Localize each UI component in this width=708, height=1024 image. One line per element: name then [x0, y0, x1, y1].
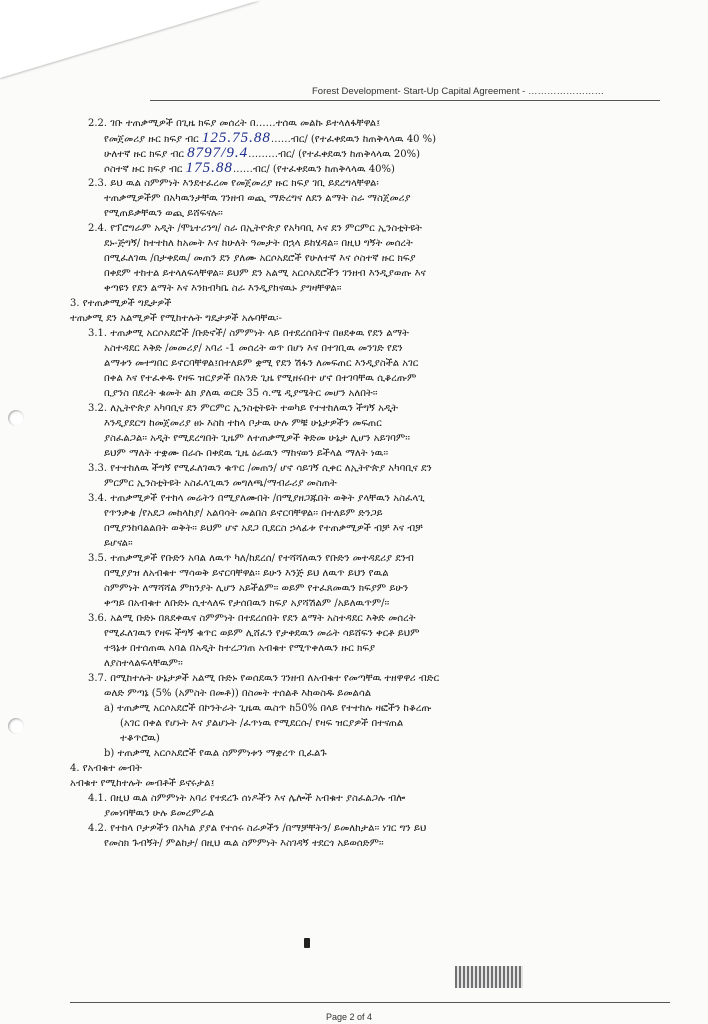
text-line: በሚፈለገዉ /በታቀደዉ/ መጠን ደን ያለሙ አርሶአደሮች የሁለተኛ እና ሶስተኛ ዙር ክፍያ	[104, 253, 416, 264]
list-item-a: a) ተጠቃሚ አርሶአደሮች በኮንትራት ጊዜዉ ዉስጥ ከ50% በላይ የተተከሉ ዛፎችን ከቆረጡ	[104, 703, 432, 714]
text-line: ተጠቃሚ ደን አልሚዎች የሚከተሉት ግዴታዎች አሉባቸዉ፡-	[70, 313, 282, 324]
header-rule	[150, 100, 660, 101]
text-line: 4.2. የተከላ ቦታዎችን በአካል ያያል የተሰሩ ስራዎችን /በማቻቸትን/ ይመለከታል፡፡ ነገር ግን ይህ	[88, 823, 427, 834]
text-line: ስምምነት ለማሻሻል ምክንያት ሊሆን አይችልም፡፡ ወይም የተፈጸመዉን ክፍያም ይሁን	[104, 583, 409, 594]
text-line: በሚያያዝ ለአብቁተ ማሳወቅ ይኖርባቸዋል፡፡ ይሁን እንጅ ይህ ለዉጥ ይህን የዉል	[104, 568, 389, 579]
text-line: ተቆጥሮዉ)	[120, 733, 160, 744]
text-line: ምርምር ኢንስቲትዩት አስፈላጊዉን መግለጫ/ማብራሪያ መስጠት	[104, 478, 337, 489]
text-line: ደኑ-ጅግኝ/ ከተተከለ ከአመት እና ከሁለት ዓመታት በኋላ ይከሄዳል፡፡ በዚህ ግኝት መሰረት	[104, 238, 413, 249]
text-line: በሚያንከባልልበት ወቅት፡፡ ይህም ሆኖ አደጋ ቢደርስ ኃላፊቱ የተጠቃሚዎች ብቻ እና ብቻ	[104, 523, 423, 534]
text-line: ቢያንስ በደረት ቁመት ልክ ያለዉ ወርድ 35 ሳ.ሜ ዲያሜትር መሆን አለበት፡፡	[104, 388, 378, 399]
handwritten-amount-1: 125.75.88	[201, 131, 271, 146]
text-line: 3.6. አልሚ ቡድኑ በጸደቀዉና ስምምነት በተደረሰበት የደን ልማት አስተዳደር እቅድ መሰረት	[88, 613, 416, 624]
text-line: እንዲያደርግ ከመጀመሪያ ፀኑ እስከ ተከላ ቦታዉ ሁሉ ምቹ ሁኔታዎችን መፍጠር	[104, 418, 382, 429]
text-line: 4.1. በዚህ ዉል ስምምነት አባሪ የተደረጉ ሰነዶችን እና ሌሎች አብቁተ ያስፈልጋሉ ብሎ	[88, 793, 406, 804]
text-line: 3.3. የተተከለዉ ችግኝ የሚፈለገዉን ቁጥር /መጠን/ ሆኖ ሳይገኝ ሲቀር ለኢትዮጵያ አካባቢና ደን	[88, 463, 432, 474]
amount-suffix: ……ብር/ (የተፈቀደዉን ከጠቅላላዉ 40%)	[232, 164, 395, 175]
amount-suffix: ……ብር/ (የተፈቀደዉን ከጠቅላላዉ 40 %)	[270, 134, 437, 145]
text-line: 2.2. ገቡ ተጠቃሚዎች በጊዜ ክፍያ መሰረት በ……ተሰዉ መልኩ ይተላለፋቸዋል፤	[88, 118, 381, 129]
barcode-stamp	[455, 966, 523, 988]
text-line: ተጓኔቱ በተሰጠዉ አባል በአዲት ከተረጋገጠ አብቁተ የሚጥቀለዉን ዙር ክፍያ	[104, 643, 376, 654]
text-line: የሚፈለገዉን የዛፍ ችግኝ ቁጥር ወይም ሊሸፈን የታቀደዉን መሬት ሳይሸፍን ቀርቶ ይህም	[104, 628, 420, 639]
text-line: 2.3. ይህ ዉል ስምምነት እንደተፈረመ የመጀመሪያ ዙር ክፍያ ገቢ ይደረግላቸዋል፡	[88, 178, 379, 189]
text-line: ቀጣዩን የደን ልማት እና እንክብካቤ ስራ እንዲያከናዉኑ ያግዛቸዋል፡፡	[104, 283, 342, 294]
list-item-b: b) ተጠቃሚ አርሶአደሮች የዉል ስምምነቱን ማቋረጥ ቢፈልጉ	[104, 748, 327, 759]
text-line: የሚጠይቃቸዉን ወጪ ይሸፍናሉ፡፡	[104, 208, 223, 219]
section-heading: 4. የአብቁተ መብት	[70, 763, 142, 774]
text-line: አብቁተ የሚከተሉት መብቶች ይኖሩታል፤	[70, 778, 215, 789]
text-line: የመጀመሪያ ዙር ክፍያ ብር	[104, 134, 199, 145]
text-line: ሁለተኛ ዙር ክፍያ ብር	[104, 149, 184, 160]
ink-mark	[304, 938, 310, 948]
text-line: 3.4. ተጠቃሚዎች የተከላ መሬትን በሚያለሙበት /በሚያዘጋጁበት ወቅት ያላቸዉን አስፈላጊ	[88, 493, 425, 504]
text-line: በቀል እና የተፈቀዱ የዛፍ ዝርያዎች በአንድ ጊዜ የሚዘሩበተ ሆኖ በተገባቸዉ ሲቆረጡም	[104, 373, 417, 384]
text-line: ተጠቃሚዎችም በአካዉንታቸዉ ገንዘብ ወጪ ማድረግና ለደን ልማት ስራ ማስጀመሪያ	[104, 193, 411, 204]
text-line: 3.2. ለኢትዮጵያ አካባቢና ደን ምርምር ኢንስቲትዩት ተወካይ የተተከለዉን ችግኝ አዲት	[88, 403, 399, 414]
folded-corner	[0, 0, 260, 78]
text-line: የጥንቃቄ /የአደጋ መከላከያ/ አልባሳት መልበስ ይኖርባቸዋል፡፡ በተለይም ድንጋይ	[104, 508, 383, 519]
text-line: 2.4. የፕሮግራም አዲት /ሞኒተሪንግ/ ስራ በኢትዮጵያ የአካባቢ እና ደን ምርምር ኢንስቲትዩት	[88, 223, 422, 234]
page-number: Page 2 of 4	[326, 1012, 373, 1022]
text-line: የመስክ ጉብኝት/ ምልከታ/ በዚህ ዉል ስምምነት እስገዳኝ ተደርጎ አይወሰድም፡፡	[104, 838, 384, 849]
punch-hole-bottom	[8, 718, 24, 734]
handwritten-amount-3: 175.88	[185, 161, 233, 176]
text-line: ለያስተላልፍላቸዉም፡፡	[104, 658, 183, 669]
text-line: (አገር በቀል የሆኑት እና ያልሆኑት /ፈጥነዉ የሚደርሱ/ የዛፍ ዝርያዎች በተናጠል	[120, 718, 404, 729]
amount-line-first	[70, 131, 682, 146]
text-line: ወለድ ምጣኔ (5% (አምስት በመቶ)) በስመት ተሰልቶ እከወስዱ ይመልሳል	[104, 688, 372, 699]
document-body	[70, 116, 682, 851]
text-line: ቀጣይ በአብቁተ ለቡድኑ ሲተላለፍ የታሰበዉን ክፍያ አያሻሽልም /አይለዉጥም/፡፡	[104, 598, 390, 609]
text-line: ይሆናል፡፡	[104, 538, 133, 549]
amount-line-third	[70, 161, 682, 176]
text-line: ይህም ማለት ተቋሙ በራሱ በቀደዉ ጊዜ ዕራዉን ማከናወን ይችላል ማለት ነዉ፡፡	[104, 448, 389, 459]
punch-hole-top	[8, 410, 24, 426]
section-heading: 3. የተጠቃሚዎች ግዴታዎች	[70, 298, 172, 309]
text-line: አስተዳደር እቅድ /መመሪያ/ አባሪ -1 መሰረት ወጥ በሆነ እና በተገቢዉ መንገድ የደን	[104, 343, 403, 354]
amount-suffix: ………ብር/ (የተፈቀደዉን ከጠቅላላዉ 20%)	[248, 149, 421, 160]
text-line: ሶስተኛ ዙር ክፍያ ብር	[104, 164, 183, 175]
text-line: በቀደም ተከተል ይተላለፍላቸዋል፡፡ ይህም ደን አልሚ አርሶአደሮችን ገንዘብ እንዲያወጡ እና	[104, 268, 426, 279]
handwritten-amount-2: 8797/9.4	[187, 146, 249, 161]
text-line: 3.5. ተጠቃሚዎች የቡድን አባል ለዉጥ ካለ/ከደረሰ/ የተሻሻለዉን የቡድን መተዳደሪያ ደንብ	[88, 553, 414, 564]
amount-line-second	[70, 146, 682, 161]
text-line: ያስፈልጋል፡፡ አዲት የሚደረግበት ጊዜም ለተጠቃሚዎች ቅድመ ሁኔታ ሊሆን አይገባም፡፡	[104, 433, 410, 444]
text-line: ያመነባቸዉን ሁሉ ይመረምራል	[104, 808, 215, 819]
text-line: 3.1. ተጠቃሚ አርሶአደሮች /ቡድኖች/ ስምምነት ላይ በተደረሰበትና በፀደቀዉ የደን ልማት	[88, 328, 409, 339]
footer-rule	[70, 1002, 670, 1003]
text-line: ልማቱን መተግበር ይኖርባቸዋል፤በተለይም ቋሚ የደን ሽፋን ለመፍጠር እንዲያስችል አገር	[104, 358, 419, 369]
text-line: 3.7. በሚከተሉት ሁኔታዎች አልሚ ቡድኑ የወሰደዉን ገንዘብ ለአብቁተ የመጣቸዉ ተዘዋዋሪ ብድር	[88, 673, 440, 684]
header-title: Forest Development- Start-Up Capital Agreement - ……………………	[312, 86, 604, 97]
